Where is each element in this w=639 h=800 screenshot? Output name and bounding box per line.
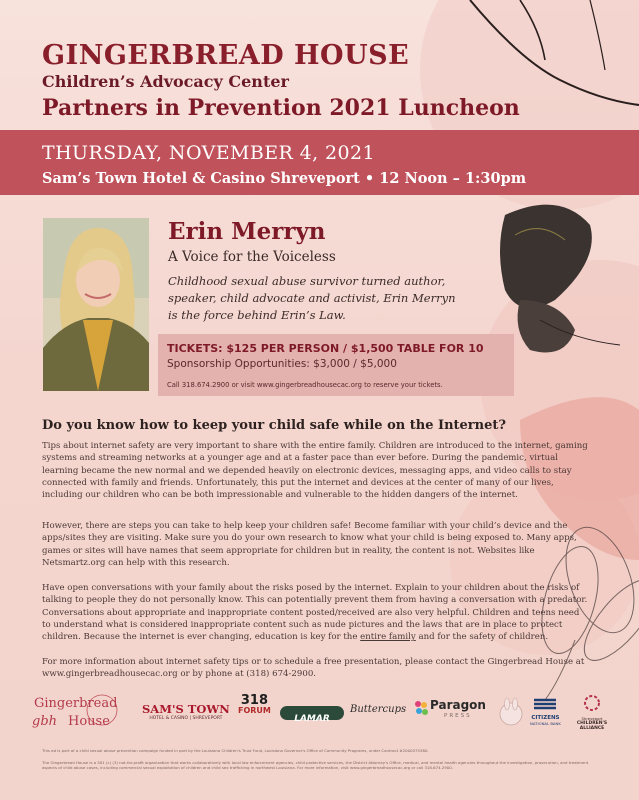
- speaker-tagline: A Voice for the Voiceless: [168, 249, 336, 265]
- article-paragraph-4: For more information about internet safety tips or to schedule a free presentation, please contact the Gingerbread House at www.gingerbreadhousecac.org or by phone at (318) 674-2900.: [42, 657, 585, 680]
- speaker-photo: [43, 218, 149, 391]
- bunny-logo: [498, 696, 524, 730]
- funding-disclaimer: This ad is part of a child sexual abuse prevention campaign funded in part by the Louisiana Children's Trust Fund, Louisiana Governor's Office of Community Programs, under Contract #2000575380.: [42, 748, 429, 753]
- p3-text-a: Have open conversations with your family about the risks posed by the internet. Explain to your children about the risks of talking to people they do not personally know. This can potentially prevent them from having a conversation with a predator. Conversations about appropriate and inappropriate content posted/received are also very helpful. Children and teens need to understand what is considered inappropriate content such as nude pictures and the laws that are in place to protect children. Because the internet is ever changing, education is key for the: [42, 583, 588, 643]
- article-paragraph-1: Tips about internet safety are very important to share with the entire family. Children are introduced to the internet, gaming systems and streaming networks at a younger age and at a faster pace than ever before. During the pandemic, virtual learning became the new normal and we depended heavily on electronic devices, messaging apps, and video calls to stay connected with family and friends. Unfortunately, this put the internet and devices at the center of many of our lives, including our children who can be both impressionable and vulnerable to the hidden dangers of the internet.: [42, 441, 588, 501]
- speaker-bio: Childhood sexual abuse survivor turned author, speaker, child advocate and activist, Erin Merryn is the force behind Erin’s Law.: [168, 274, 456, 322]
- citizens-bank-logo: CITIZENS NATIONAL BANK: [530, 696, 561, 726]
- org-title: GINGERBREAD HOUSE: [42, 40, 410, 71]
- lamar-logo: LAMAR: [280, 706, 344, 720]
- article-paragraph-2: However, there are steps you can take to help keep your children safe! Become familiar with your child’s device and the apps/sites they are visiting. Make sure you do your own research to know what your child is being exposed to. Many apps, games or sites will have names that seem appropriate for children but in reality, the content is not. Websites like Netsmartz.org can help with this research.: [42, 521, 577, 568]
- 318-forum-logo: 318 FORUM: [238, 693, 271, 715]
- p3-text-b: and for the safety of children.: [415, 632, 549, 643]
- p3-underlined: entire family: [360, 632, 416, 643]
- org-subtitle: Children’s Advocacy Center: [42, 72, 289, 91]
- childrens-alliance-logo: Shreveport CHILDREN'S ALLIANCE: [572, 694, 612, 731]
- speaker-name: Erin Merryn: [168, 218, 326, 245]
- ticket-price: TICKETS: $125 PER PERSON / $1,500 TABLE FOR 10: [167, 342, 484, 355]
- article-heading: Do you know how to keep your child safe while on the Internet?: [42, 418, 506, 433]
- buttercups-logo: Buttercups: [350, 704, 407, 715]
- sams-town-logo: SAM'S TOWN HOTEL & CASINO | SHREVEPORT: [142, 702, 230, 721]
- event-venue: Sam’s Town Hotel & Casino Shreveport • 12 Noon – 1:30pm: [42, 170, 527, 187]
- sponsor-logos: Gingerbread gbh House SAM'S TOWN HOTEL & CASINO | SHREVEPORT 318 FORUM LAMAR Buttercups Paragon PRESS CITIZENS NATIONAL BANK Shreveport CHILDREN'S ALLIANCE: [30, 692, 610, 740]
- gingerbread-house-logo: Gingerbread gbh House: [32, 696, 118, 729]
- event-title: Partners in Prevention 2021 Luncheon: [42, 95, 520, 121]
- reservation-info: Call 318.674.2900 or visit www.gingerbreadhousecac.org to reserve your tickets.: [167, 381, 443, 389]
- organization-disclaimer: The Gingerbread House is a 501 (c) (3) not-for-profit organization that works collaboratively with local law enforcement agencies, child protective services, the District Attorney's Office, medical, and mental health agencies throughout the investigation, prosecution, and treatment aspects of child abuse cases, including commercial sexual exploitation of children and child sex trafficking in northwest Louisiana. For more information, visit www.gingerbreadhousecac.org or call 318.674.2900.: [42, 760, 589, 771]
- event-date: THURSDAY, NOVEMBER 4, 2021: [42, 142, 375, 164]
- sponsorship-info: Sponsorship Opportunities: $3,000 / $5,000: [167, 358, 397, 370]
- article-paragraph-3: [42, 582, 590, 643]
